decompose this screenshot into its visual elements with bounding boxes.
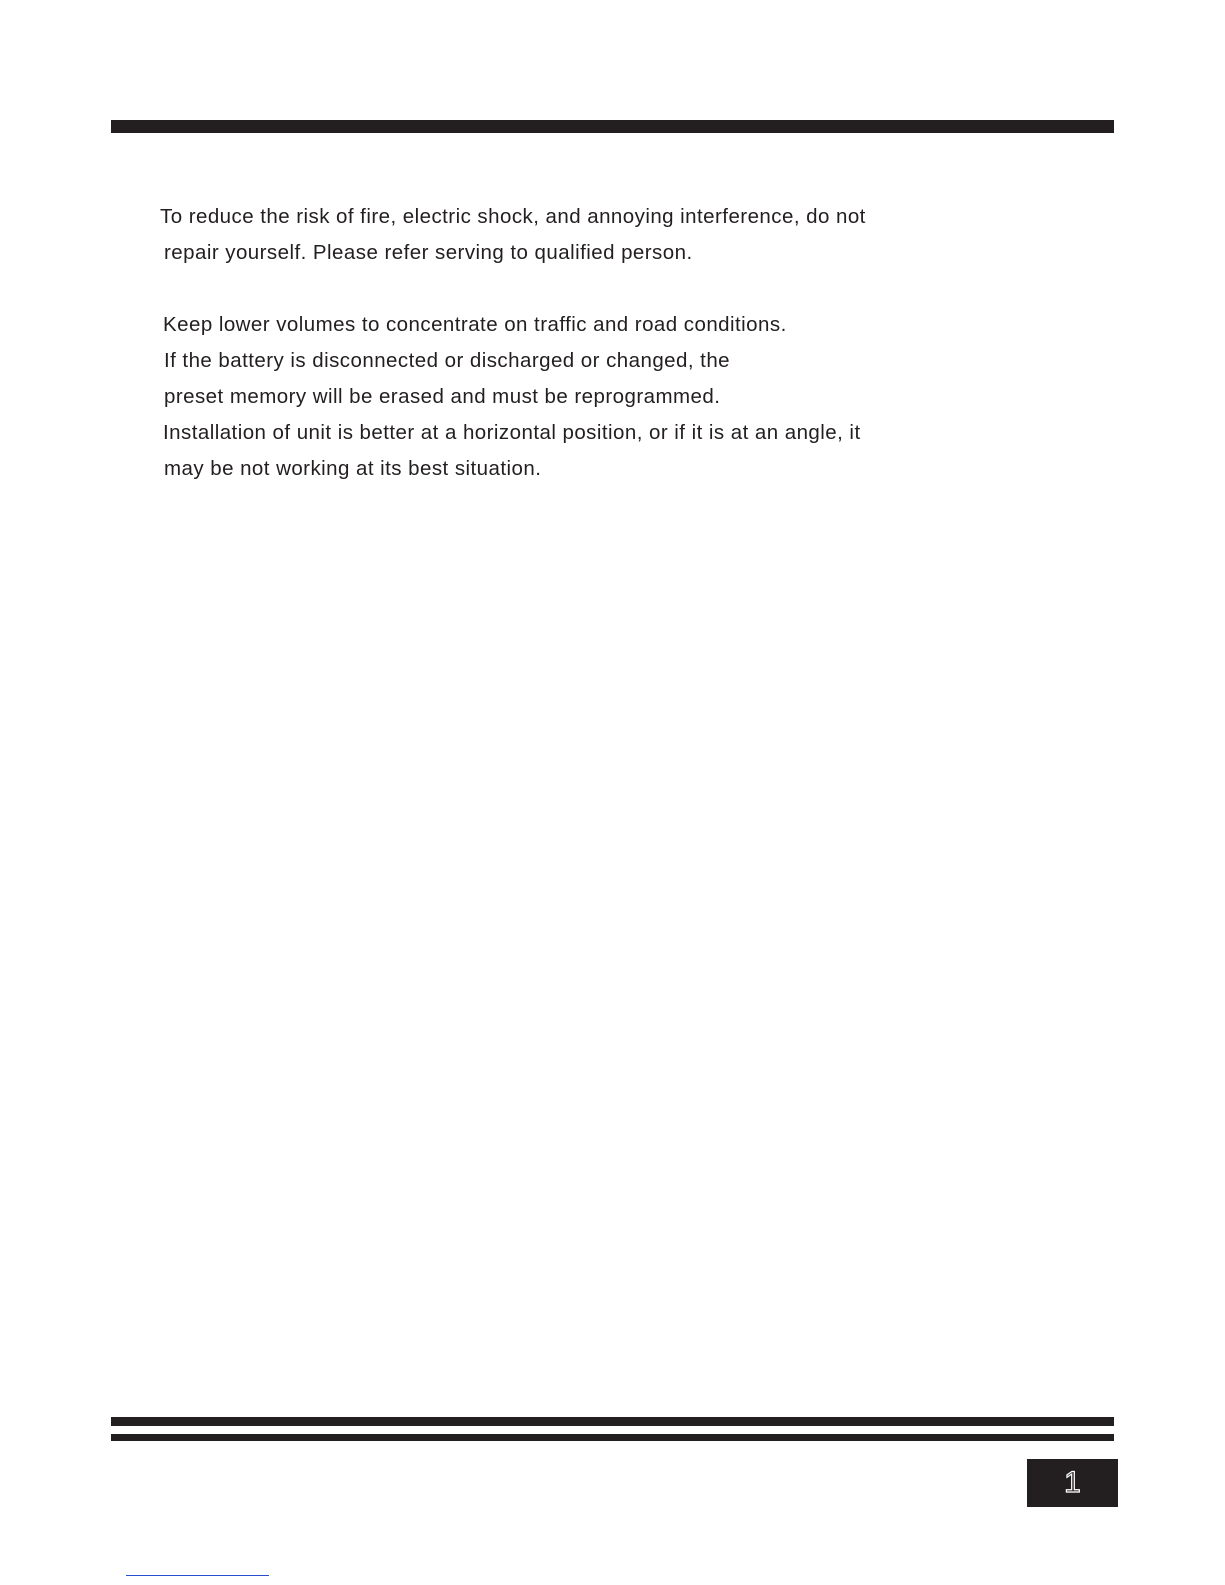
caution-line-4: Installation of unit is better at a horizontal position, or if it is at an angle, it	[163, 421, 861, 444]
footer-link-underline[interactable]	[126, 1575, 269, 1576]
warning-line-2: repair yourself. Please refer serving to qualified person.	[164, 241, 693, 264]
footer-rule-thin	[111, 1434, 1114, 1441]
page-number-badge	[1027, 1459, 1118, 1507]
caution-line-2: If the battery is disconnected or discharged or changed, the	[164, 349, 731, 372]
caution-line-1: Keep lower volumes to concentrate on traffic and road conditions.	[163, 313, 787, 336]
header-rule	[111, 120, 1114, 133]
page-number: 1	[1064, 1466, 1081, 1499]
footer-rule-thick	[111, 1417, 1114, 1426]
caution-line-3: preset memory will be erased and must be reprogrammed.	[164, 385, 721, 408]
caution-line-5: may be not working at its best situation.	[164, 457, 542, 480]
warning-line-1: To reduce the risk of fire, electric shock, and annoying interference, do not	[160, 205, 866, 228]
